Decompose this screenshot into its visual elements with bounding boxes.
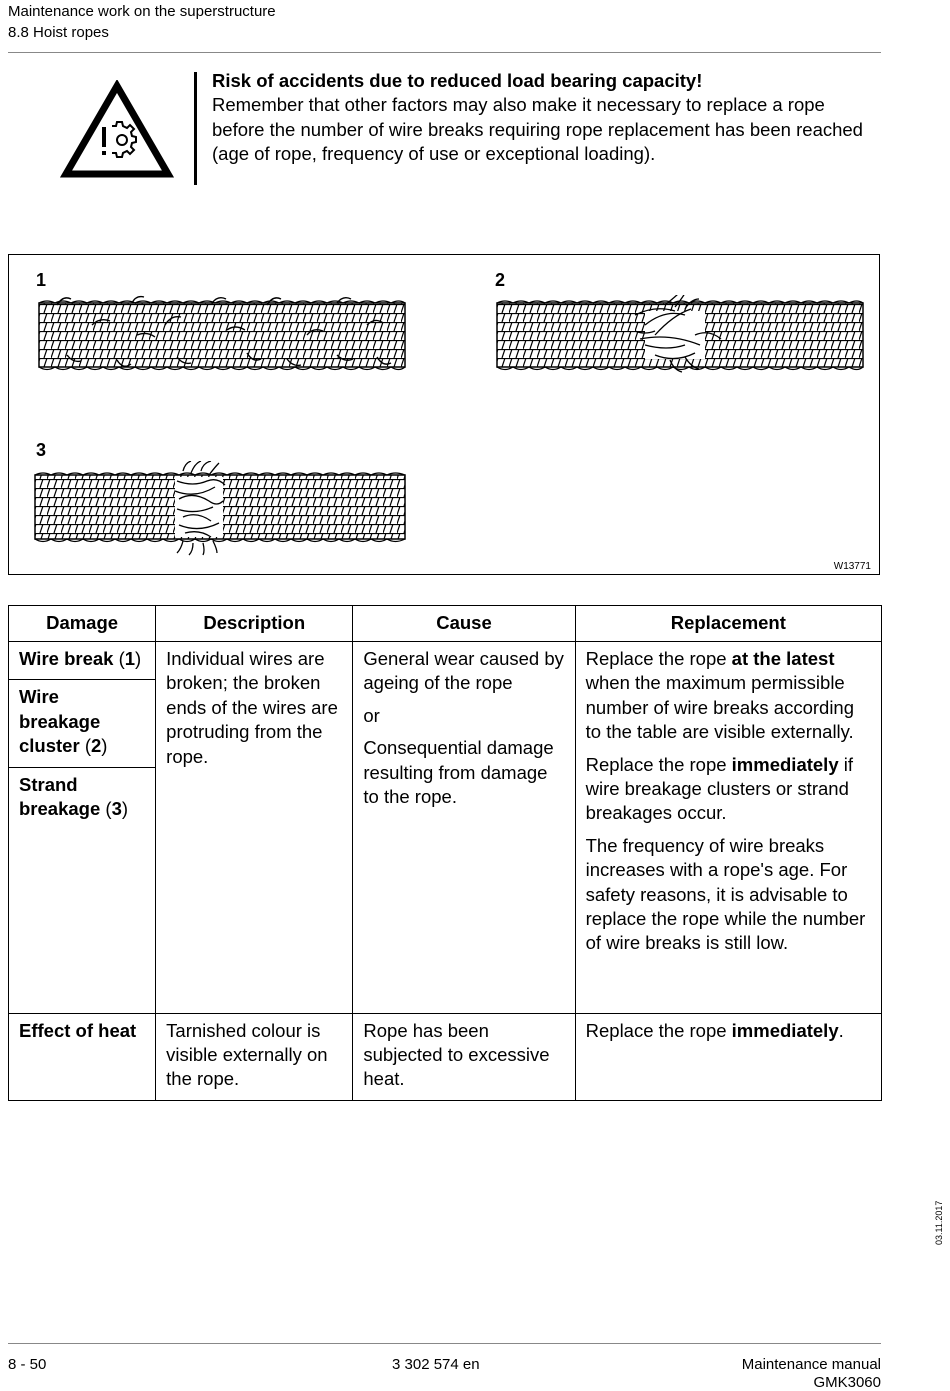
heat-replacement bbox=[575, 1013, 881, 1100]
damage-label: Wire breakage cluster bbox=[19, 686, 101, 757]
damage-effect-of-heat: Effect of heat bbox=[9, 1013, 156, 1100]
replacement-text-2-bold: immediately bbox=[731, 753, 839, 775]
figure-label-2: 2 bbox=[495, 270, 506, 290]
replacement-text-1 bbox=[586, 647, 871, 745]
warning-text: Remember that other factors may also make it necessary to replace a rope before the number of wire breaks requiring rope replacement has been reached (age of rope, frequency of use or exceptional loading). bbox=[212, 94, 863, 165]
rope-strand-breakage-illustration bbox=[33, 461, 411, 557]
rope-damage-figure bbox=[8, 254, 880, 575]
table-row bbox=[9, 1013, 882, 1100]
cause-cell bbox=[353, 642, 575, 1014]
warning-title: Risk of accidents due to reduced load bearing capacity! bbox=[212, 70, 703, 91]
cause-text-1: General wear caused by ageing of the rope bbox=[363, 648, 564, 694]
figure-label-1: 1 bbox=[36, 270, 47, 290]
header-divider bbox=[8, 52, 881, 53]
damage-wire-breakage-cluster: Wire breakage cluster (2) bbox=[9, 680, 156, 767]
warning-block bbox=[212, 69, 882, 167]
replacement-text-2-pre: Replace the rope bbox=[585, 753, 732, 775]
footer-divider bbox=[8, 1343, 881, 1344]
heat-cause: Rope has been subjected to excessive heat. bbox=[353, 1013, 575, 1100]
header-cause: Cause bbox=[353, 606, 575, 642]
header-section: Maintenance work on the superstructure bbox=[8, 3, 276, 20]
cause-or: or bbox=[363, 704, 380, 726]
rope-damage-table bbox=[8, 605, 882, 1101]
footer-manual-title: Maintenance manual bbox=[741, 1356, 881, 1373]
heat-replacement-bold: immediately bbox=[731, 1019, 839, 1041]
rope-wire-breakage-cluster-illustration bbox=[495, 295, 867, 377]
replacement-text-1-pre: Replace the rope bbox=[585, 648, 732, 669]
damage-number: 2 bbox=[90, 735, 102, 757]
damage-label: Strand breakage bbox=[19, 773, 101, 820]
damage-number: 3 bbox=[111, 798, 122, 820]
replacement-text-1-post: when the maximum permissible number of wire breaks according to the table are visible externally. bbox=[585, 672, 855, 743]
cause-text-2: Consequential damage resulting from damage to the rope. bbox=[363, 737, 554, 808]
replacement-text-2-post: if wire breakage clusters or strand breakages occur. bbox=[585, 753, 853, 824]
footer-model: GMK3060 bbox=[813, 1374, 881, 1391]
table-row bbox=[9, 642, 882, 680]
heat-replacement-pre: Replace the rope bbox=[585, 1019, 732, 1041]
figure-label-3: 3 bbox=[36, 440, 47, 460]
replacement-text-2 bbox=[586, 753, 871, 826]
heat-description: Tarnished colour is visible externally on the rope. bbox=[156, 1013, 353, 1100]
footer-doc-number: 3 302 574 en bbox=[392, 1356, 480, 1373]
description-cell bbox=[156, 642, 353, 1014]
warning-bar bbox=[194, 72, 197, 185]
damage-strand-breakage: Strand breakage (3) bbox=[9, 767, 156, 1013]
side-date: 03.11.2017 bbox=[934, 1200, 944, 1245]
header-damage: Damage bbox=[9, 606, 156, 642]
damage-number: 1 bbox=[124, 648, 136, 669]
table-header-row bbox=[9, 606, 882, 642]
warning-triangle-gear-icon bbox=[60, 80, 174, 180]
header-replacement: Replacement bbox=[575, 606, 881, 642]
replacement-cell bbox=[575, 642, 881, 1014]
description-text: Individual wires are broken; the broken ends of the wires are protruding from the rope. bbox=[166, 648, 338, 767]
footer-page-number: 8 - 50 bbox=[8, 1356, 47, 1373]
figure-code: W13771 bbox=[833, 561, 871, 572]
heat-replacement-post: . bbox=[838, 1019, 844, 1041]
replacement-text-1-bold: at the latest bbox=[731, 648, 835, 669]
header-subsection: 8.8 Hoist ropes bbox=[8, 24, 109, 41]
rope-wire-break-illustration bbox=[37, 295, 409, 377]
damage-label: Wire break bbox=[19, 648, 114, 669]
damage-wire-break: Wire break (1) bbox=[9, 642, 156, 680]
replacement-text-3: The frequency of wire breaks increases with a rope's age. For safety reasons, it is advisable to replace the rope while the number of wire breaks is still low. bbox=[585, 834, 866, 954]
header-description: Description bbox=[156, 606, 353, 642]
